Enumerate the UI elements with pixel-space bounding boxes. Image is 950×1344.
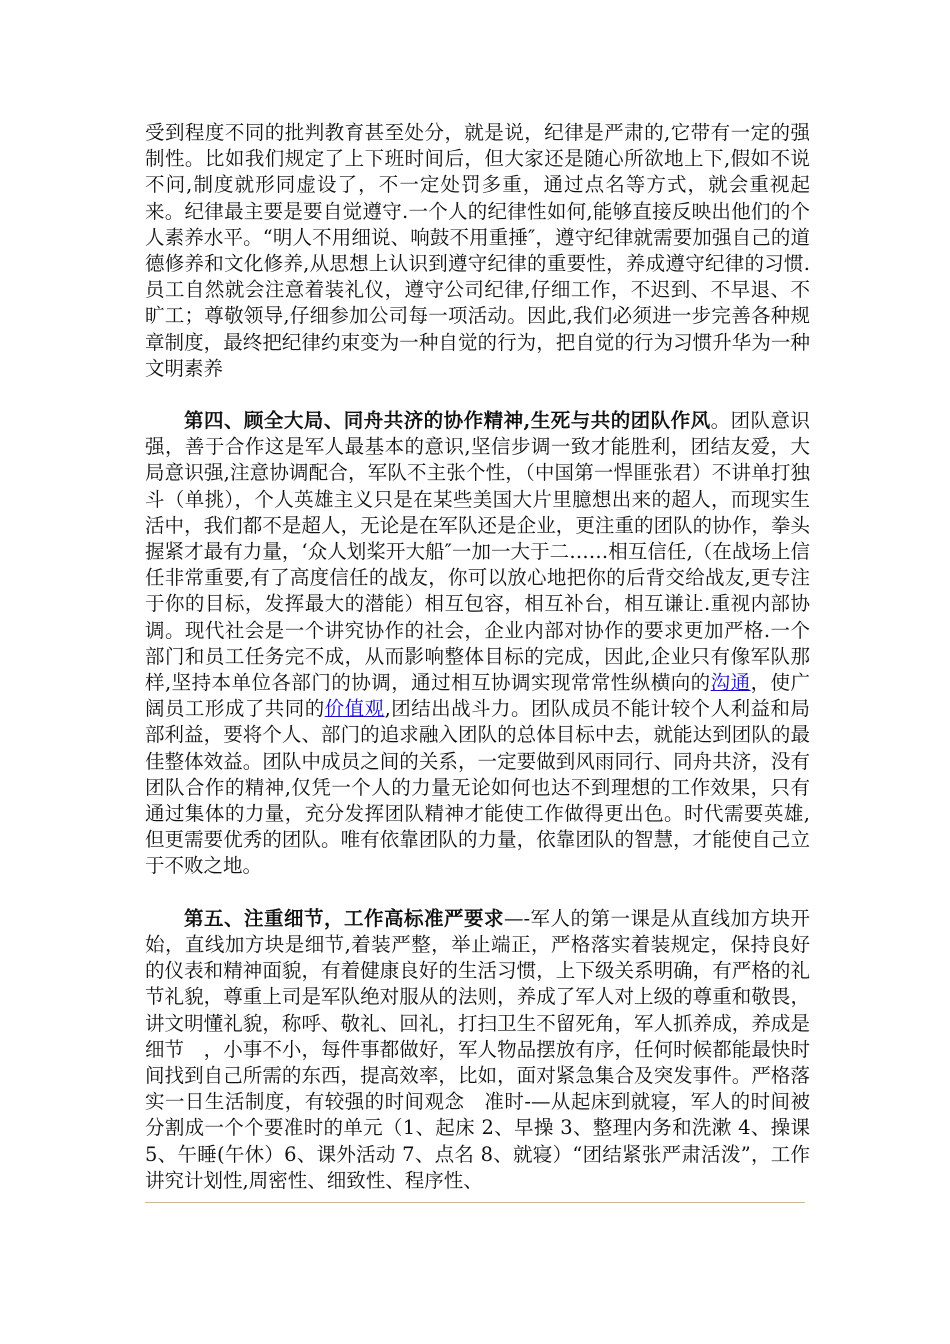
paragraph-teamwork xyxy=(145,408,810,880)
footer-divider xyxy=(145,1202,805,1203)
section-heading-five: 第五、注重细节，工作高标准严要求 xyxy=(184,906,504,930)
paragraph-details xyxy=(145,906,810,1194)
paragraph-text: 。团队意识强，善于合作这是军人最基本的意识,坚信步调一致才能胜利，团结友爱，大局意识强,注意协调配合，军队不主张个性，（中国第一悍匪张君）不讲单打独斗（单挑），个人英雄主义只是在某些美国大片里臆想出来的超人，而现实生活中，我们都不是超人，无论是在军队还是企业，更注重的团队的协作，拳头握紧才最有力量，‘众人划桨开大船″一加一大于二……相互信任,（在战场上信任非常重要,有了高度信任的战友，你可以放心地把你的后背交给战友,更专注于你的目标，发挥最大的潜能）相互包容，相互补台，相互谦让.重视内部协调。现代社会是一个讲究协作的社会，企业内部对协作的要求更加严格.一个部门和员工任务完不成，从而影响整体目标的完成，因此,企业只有像军队那样,坚持本单位各部门的协调，通过相互协调实现常常性纵横向的 xyxy=(145,409,810,695)
document-body xyxy=(145,120,810,1194)
link-values[interactable]: 价值观 xyxy=(324,697,385,721)
paragraph-text: —-军人的第一课是从直线加方块开始，直线加方块是细节,着装严整，举止端正，严格落实着装规定，保持良好的仪表和精神面貌，有着健康良好的生活习惯，上下级关系明确，有严格的礼节礼貌，尊重上司是军队绝对服从的法则，养成了军人对上级的尊重和敬畏，讲文明懂礼貌，称呼、敬礼、回礼，打扫卫生不留死角，军人抓养成，养成是细节 ，小事不小，每件事都做好，军人物品摆放有序，任何时候都能最快时间找到自己所需的东西，提高效率，比如，面对紧急集合及突发事件。严格落实一日生活制度，有较强的时间观念 准时-—从起床到就寝，军人的时间被分割成一个个要准时的单元（1、起床 2、早操 3、整理内务和洗漱 4、操课 5、午睡(午休）6、课外活动 7、点名 8、就寝）“团结紧张严肃活泼”，工作讲究计划性,周密性、细致性、程序性、 xyxy=(145,906,810,1192)
paragraph-text: ,团结出战斗力。团队成员不能计较个人利益和局部利益，要将个人、部门的追求融入团队的总体目标中去，就能达到团队的最佳整体效益。团队中成员之间的关系，一定要做到风雨同行、同舟共济，没有团队合作的精神,仅凭一个人的力量无论如何也达不到理想的工作效果，只有通过集体的力量，充分发挥团队精神才能使工作做得更出色。时代需要英雄,但更需要优秀的团队。唯有依靠团队的力量，依靠团队的智慧，才能使自己立于不败之地。 xyxy=(145,697,810,878)
paragraph-discipline: 受到程度不同的批判教育甚至处分，就是说，纪律是严肃的,它带有一定的强制性。比如我们规定了上下班时间后，但大家还是随心所欲地上下,假如不说不问,制度就形同虚设了，不一定处罚多重，通过点名等方式，就会重视起来。纪律最主要是要自觉遵守.一个人的纪律性如何,能够直接反映出他们的个人素养水平。“明人不用细说、响鼓不用重捶″，遵守纪律就需要加强自己的道德修养和文化修养,从思想上认识到遵守纪律的重要性，养成遵守纪律的习惯.员工自然就会注意着装礼仪，遵守公司纪律,仔细工作，不迟到、不早退、不旷工；尊敬领导,仔细参加公司每一项活动。因此,我们必须进一步完善各种规章制度，最终把纪律约束变为一种自觉的行为，把自觉的行为习惯升华为一种文明素养 xyxy=(145,121,810,380)
section-heading-four: 第四、顾全大局、同舟共济的协作精神,生死与共的团队作风 xyxy=(184,409,711,433)
paragraph-text: ，使广阔员工形成了共同的 xyxy=(145,671,810,721)
link-communication[interactable]: 沟通 xyxy=(710,671,751,695)
